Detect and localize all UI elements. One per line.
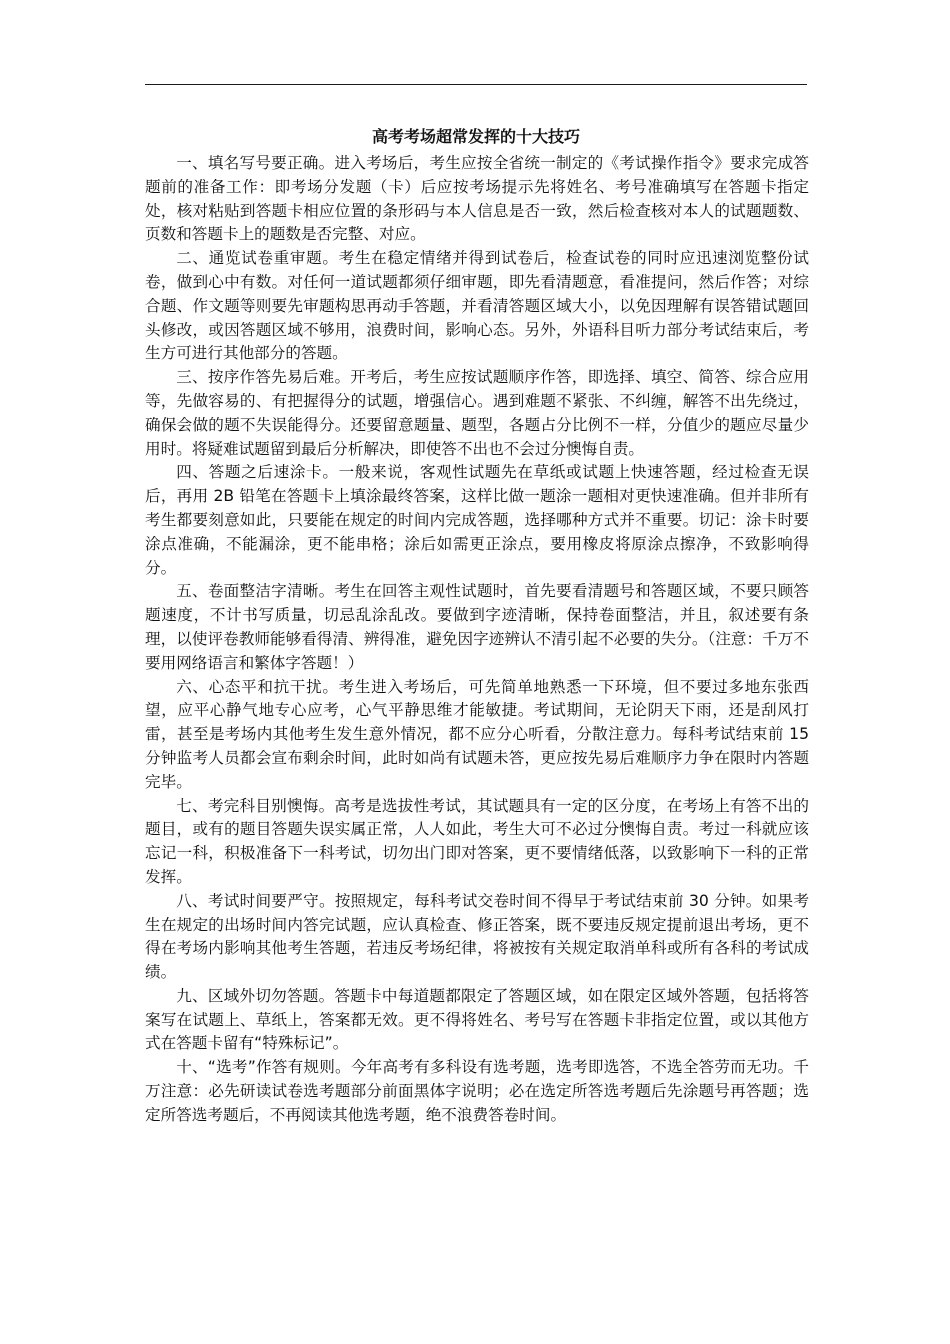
paragraph-8: 八、考试时间要严守。按照规定，每科考试交卷时间不得早于考试结束前 30 分钟。如果考生在规定的出场时间内答完试题，应认真检查、修正答案，既不要违反规定提前退出考场，更不得在考场内影响其他考生答题，若违反考场纪律，将被按有关规定取消单科或所有各科的考试成绩。 (145, 891, 809, 982)
paragraph-9: 九、区域外切勿答题。答题卡中每道题都限定了答题区域，如在限定区域外答题，包括将答案写在试题上、草纸上，答案都无效。更不得将姓名、考号写在答题卡非指定位置，或以其他方式在答题卡留有“特殊标记”。 (145, 986, 809, 1053)
paragraph-6: 六、心态平和抗干扰。考生进入考场后，可先简单地熟悉一下环境，但不要过多地东张西望，应平心静气地专心应考，心气平静思维才能敏捷。考试期间，无论阴天下雨，还是刮风打雷，甚至是考场内其他考生发生意外情况，都不应分心听看，分散注意力。每科考试结束前 15 分钟监考人员都会宣布剩余时间，此时如尚有试题未答，更应按先易后难顺序力争在限时内答题完毕。 (145, 677, 809, 791)
paragraph-7: 七、考完科目别懊悔。高考是选拔性考试，其试题具有一定的区分度，在考场上有答不出的题目，或有的题目答题失误实属正常，人人如此，考生大可不必过分懊悔自责。考过一科就应该忘记一科，积极准备下一科考试，切勿出门即对答案，更不要情绪低落，以致影响下一科的正常发挥。 (145, 796, 809, 886)
paragraph-5: 五、卷面整洁字清晰。考生在回答主观性试题时，首先要看清题号和答题区域，不要只顾答题速度，不计书写质量，切忌乱涂乱改。要做到字迹清晰，保持卷面整洁，并且，叙述要有条理，以使评卷教师能够看得清、辨得准，避免因字迹辨认不清引起不必要的失分。（注意：千万不要用网络语言和繁体字答题！） (145, 582, 809, 672)
paragraph-10: 十、“选考”作答有规则。今年高考有多科设有选考题，选考即选答，不选全答劳而无功。千万注意：必先研读试卷选考题部分前面黑体字说明；必在选定所答选考题后先涂题号再答题；选定所答选考题后，不再阅读其他选考题，绝不浪费答卷时间。 (145, 1058, 809, 1124)
document-body (145, 152, 809, 1128)
paragraph-3: 三、按序作答先易后难。开考后，考生应按试题顺序作答，即选择、填空、简答、综合应用等，先做容易的、有把握得分的试题，增强信心。遇到难题不紧张、不纠缠，解答不出先绕过，确保会做的题不失误能得分。还要留意题量、题型，各题占分比例不一样，分值少的题应尽量少用时。将疑难试题留到最后分析解决，即使答不出也不会过分懊悔自责。 (145, 368, 809, 458)
header-rule (145, 84, 807, 85)
paragraph-4: 四、答题之后速涂卡。一般来说，客观性试题先在草纸或试题上快速答题，经过检查无误后，再用 2B 铅笔在答题卡上填涂最终答案，这样比做一题涂一题相对更快速准确。但并非所有考生都要刻意如此，只要能在规定的时间内完成答题，选择哪种方式并不重要。切记：涂卡时要涂点准确，不能漏涂，更不能串格；涂后如需更正涂点，要用橡皮将原涂点擦净，不致影响得分。 (145, 463, 809, 577)
paragraph-1: 一、填名写号要正确。进入考场后，考生应按全省统一制定的《考试操作指令》要求完成答题前的准备工作：即考场分发题（卡）后应按考场提示先将姓名、考号准确填写在答题卡指定处，核对粘贴到答题卡相应位置的条形码与本人信息是否一致，然后检查核对本人的试题题数、页数和答题卡上的题数是否完整、对应。 (145, 154, 809, 244)
document-title: 高考考场超常发挥的十大技巧 (371, 127, 580, 146)
paragraph-2: 二、通览试卷重审题。考生在稳定情绪并得到试卷后，检查试卷的同时应迅速浏览整份试卷，做到心中有数。对任何一道试题都须仔细审题，即先看清题意，看准提问，然后作答；对综合题、作文题等则要先审题构思再动手答题，并看清答题区域大小，以免因理解有误答错试题回头修改，或因答题区域不够用，浪费时间，影响心态。另外，外语科目听力部分考试结束后，考生方可进行其他部分的答题。 (145, 249, 809, 363)
